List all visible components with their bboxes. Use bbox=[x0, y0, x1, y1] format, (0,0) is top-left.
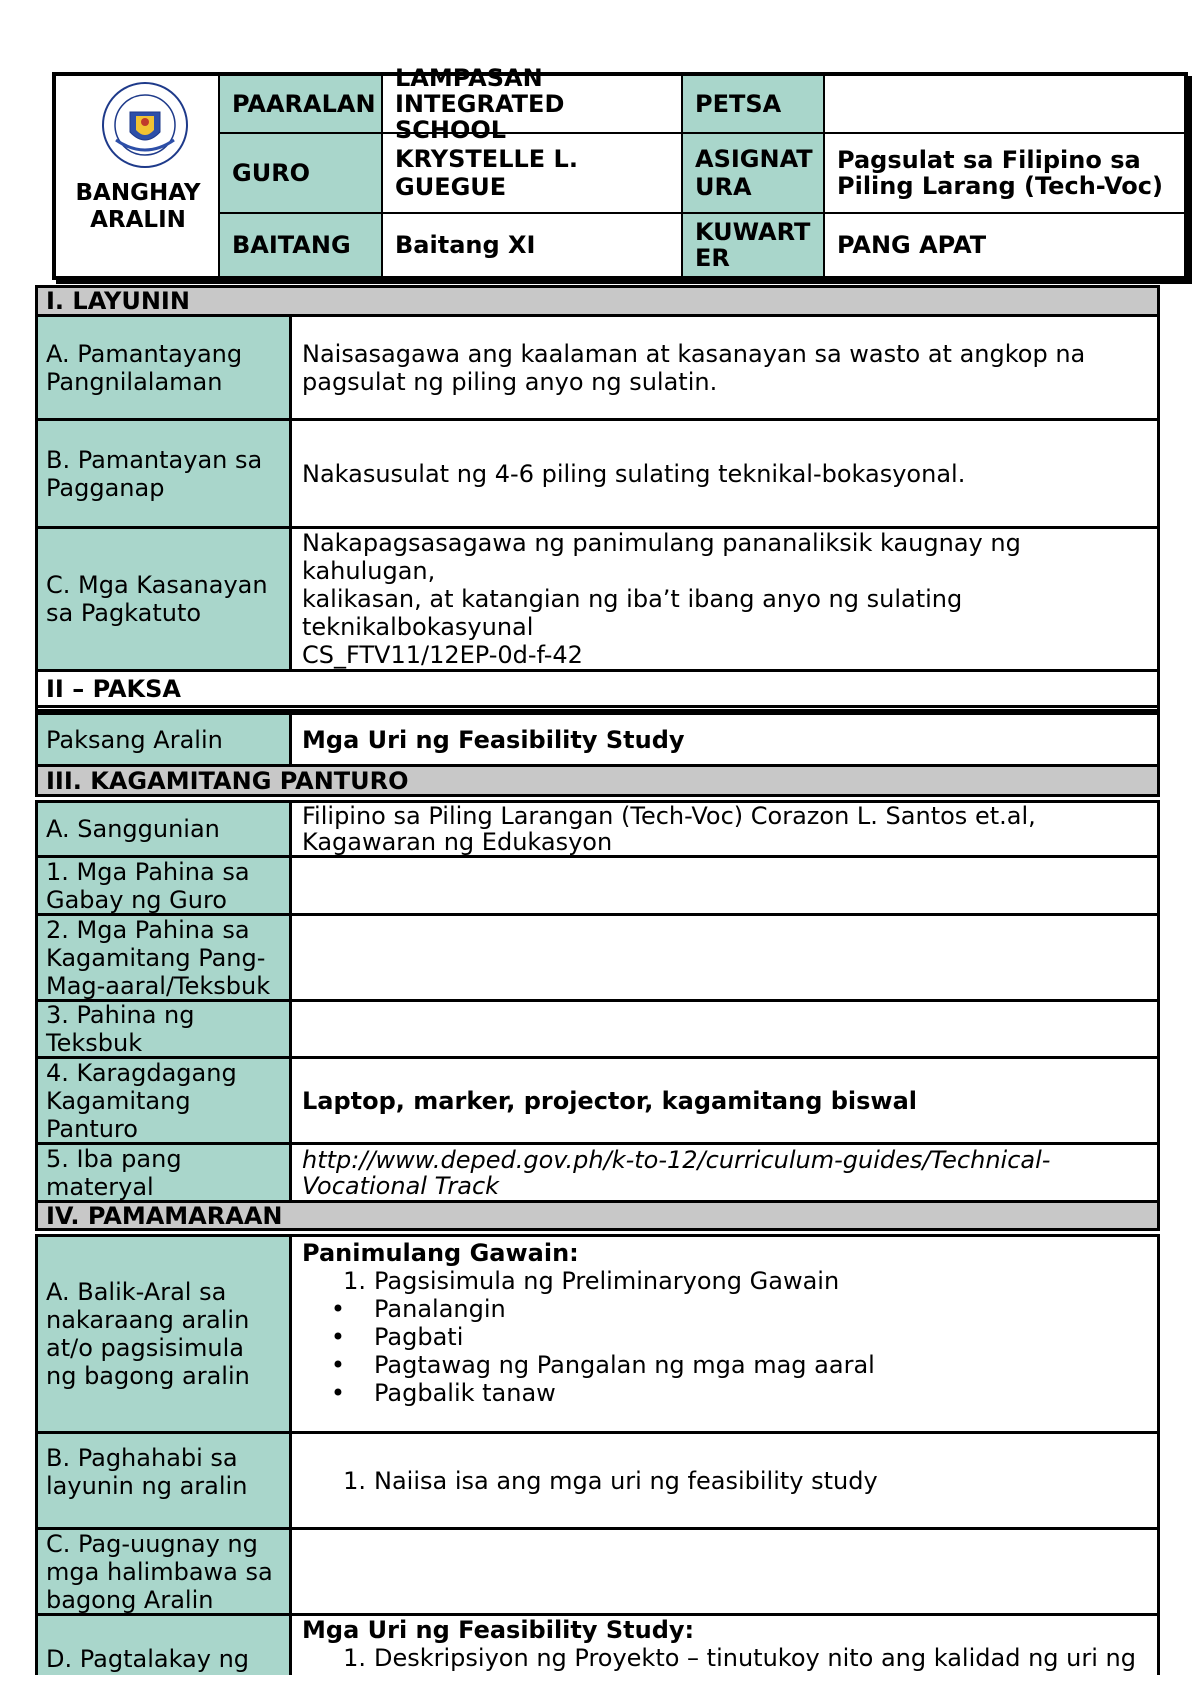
list-number: 1. bbox=[343, 1644, 366, 1672]
bullet-icon: • bbox=[330, 1323, 346, 1351]
row-iba-pang-materyal bbox=[35, 1145, 1160, 1203]
row-value: Filipino sa Piling Larangan (Tech-Voc) Corazon L. Santos et.al, Kagawaran ng Edukasyon bbox=[302, 802, 1036, 856]
row-label: D. Pagtalakay ng bbox=[38, 1616, 292, 1675]
row-gabay-ng-guro bbox=[35, 858, 1160, 916]
row-pag-uugnay bbox=[35, 1530, 1160, 1616]
banghay-label: BANGHAY bbox=[75, 180, 201, 206]
kasanayan-line-2: kalikasan, at katangian ng iba’t ibang anyo ng sulating teknikalbokasyunal bbox=[302, 585, 963, 641]
row-value bbox=[292, 1002, 1157, 1056]
uri-heading: Mga Uri ng Feasibility Study: bbox=[302, 1616, 695, 1644]
list-number: 1. bbox=[343, 1267, 366, 1295]
kasanayan-code: CS_FTV11/12EP-0d-f-42 bbox=[302, 641, 583, 669]
kuwarter-value: PANG APAT bbox=[837, 231, 987, 259]
bullet-item bbox=[302, 1351, 1147, 1379]
list-item bbox=[302, 1267, 1147, 1295]
section-layunin: I. LAYUNIN bbox=[35, 285, 1160, 317]
bullet-item bbox=[302, 1295, 1147, 1323]
section-kagamitan: III. KAGAMITANG PANTURO bbox=[35, 767, 1160, 797]
row-pagtalakay bbox=[35, 1616, 1160, 1675]
row-sanggunian bbox=[35, 800, 1160, 858]
row-karagdagang-kagamitan bbox=[35, 1059, 1160, 1145]
header-table bbox=[52, 64, 1188, 280]
guro-value: KRYSTELLE L. GUEGUE bbox=[383, 134, 683, 214]
row-value: Nakasusulat ng 4-6 piling sulating teknikal-bokasyonal. bbox=[302, 459, 966, 488]
row-paghahabi bbox=[35, 1434, 1160, 1530]
list-item bbox=[302, 1644, 1147, 1672]
row-value: Laptop, marker, projector, kagamitang biswal bbox=[302, 1086, 918, 1115]
logo-cell bbox=[56, 76, 220, 276]
row-value bbox=[292, 1616, 1157, 1675]
row-pahina-ng-teksbuk bbox=[35, 1002, 1160, 1059]
deped-seal-icon bbox=[86, 80, 204, 170]
row-pamantayang-pangnilalaman bbox=[35, 317, 1160, 421]
section-pamamaraan: IV. PAMAMARAAN bbox=[35, 1203, 1160, 1231]
bullet-text: Pagbalik tanaw bbox=[374, 1379, 556, 1407]
bullet-icon: • bbox=[330, 1379, 346, 1407]
bullet-item bbox=[302, 1323, 1147, 1351]
row-label: 2. Mga Pahina sa Kagamitang Pang-Mag-aaral/Teksbuk bbox=[38, 916, 292, 999]
list-number: 1. bbox=[343, 1466, 366, 1495]
list-text: Pagsisimula ng Preliminaryong Gawain bbox=[374, 1267, 840, 1295]
row-label: B. Pamantayan sa Pagganap bbox=[38, 421, 292, 526]
bullet-text: Pagtawag ng Pangalan ng mga mag aaral bbox=[374, 1351, 875, 1379]
petsa-label: PETSA bbox=[683, 76, 825, 134]
row-balik-aral bbox=[35, 1234, 1160, 1434]
row-value: Naisasagawa ang kaalaman at kasanayan sa wasto at angkop na pagsulat ng piling anyo ng sulatin. bbox=[302, 339, 1086, 396]
paaralan-value: LAMPASAN INTEGRATED SCHOOL bbox=[383, 76, 683, 134]
row-label: 1. Mga Pahina sa Gabay ng Guro bbox=[38, 858, 292, 913]
asignatura-label: ASIGNAT URA bbox=[683, 134, 825, 214]
panimulang-gawain-heading: Panimulang Gawain: bbox=[302, 1239, 579, 1267]
guro-label: GURO bbox=[220, 134, 383, 214]
paaralan-label: PAARALAN bbox=[220, 76, 383, 134]
row-label: 4. Karagdagang Kagamitang Panturo bbox=[38, 1059, 292, 1142]
list-text: Deskripsiyon ng Proyekto – tinutukoy nito ang kalidad ng uri ng bbox=[374, 1644, 1136, 1672]
bullet-text: Pagbati bbox=[374, 1323, 464, 1351]
row-label: A. Balik-Aral sa nakaraang aralin at/o pagsisimula ng bagong aralin bbox=[38, 1237, 292, 1431]
row-value[interactable]: http://www.deped.gov.ph/k-to-12/curriculum-guides/Technical-Vocational Track bbox=[302, 1145, 1051, 1200]
row-value bbox=[292, 858, 1157, 913]
row-label: A. Sanggunian bbox=[38, 803, 292, 855]
kuwarter-label: KUWART ER bbox=[683, 214, 825, 276]
row-value bbox=[292, 916, 1157, 999]
row-label: 3. Pahina ng Teksbuk bbox=[38, 1002, 292, 1056]
row-value bbox=[292, 1530, 1157, 1613]
bullet-icon: • bbox=[330, 1351, 346, 1379]
lesson-plan-table bbox=[35, 285, 1160, 1675]
row-value bbox=[292, 1434, 1157, 1527]
row-kasanayan bbox=[35, 529, 1160, 672]
asignatura-value: Pagsulat sa Filipino sa Piling Larang (Tech-Voc) bbox=[825, 134, 1184, 214]
row-label: 5. Iba pang materyal bbox=[38, 1145, 292, 1200]
row-label: A. Pamantayang Pangnilalaman bbox=[38, 317, 292, 418]
list-text: Naiisa isa ang mga uri ng feasibility study bbox=[374, 1466, 878, 1495]
row-label: Paksang Aralin bbox=[38, 715, 292, 764]
aralin-label: ARALIN bbox=[90, 207, 186, 233]
row-label: C. Pag-uugnay ng mga halimbawa sa bagong Aralin bbox=[38, 1530, 292, 1613]
section-paksa: II – PAKSA bbox=[35, 672, 1160, 708]
bullet-text: Panalangin bbox=[374, 1295, 506, 1323]
row-label: C. Mga Kasanayan sa Pagkatuto bbox=[38, 529, 292, 669]
list-item bbox=[302, 1467, 878, 1495]
petsa-value bbox=[825, 76, 1184, 134]
row-label: B. Paghahabi sa layunin ng aralin bbox=[38, 1434, 292, 1527]
row-value: Mga Uri ng Feasibility Study bbox=[302, 725, 685, 754]
row-value bbox=[292, 529, 1157, 669]
row-value bbox=[292, 1237, 1157, 1431]
row-pamantayan-sa-pagganap bbox=[35, 421, 1160, 529]
row-paksang-aralin bbox=[35, 712, 1160, 767]
bullet-item bbox=[302, 1379, 1147, 1407]
bullet-icon: • bbox=[330, 1295, 346, 1323]
kasanayan-line-1: Nakapagsasagawa ng panimulang pananaliksik kaugnay ng kahulugan, bbox=[302, 529, 1021, 585]
baitang-label: BAITANG bbox=[220, 214, 383, 276]
baitang-value: Baitang XI bbox=[383, 214, 683, 276]
row-kagamitang-mag-aaral bbox=[35, 916, 1160, 1002]
